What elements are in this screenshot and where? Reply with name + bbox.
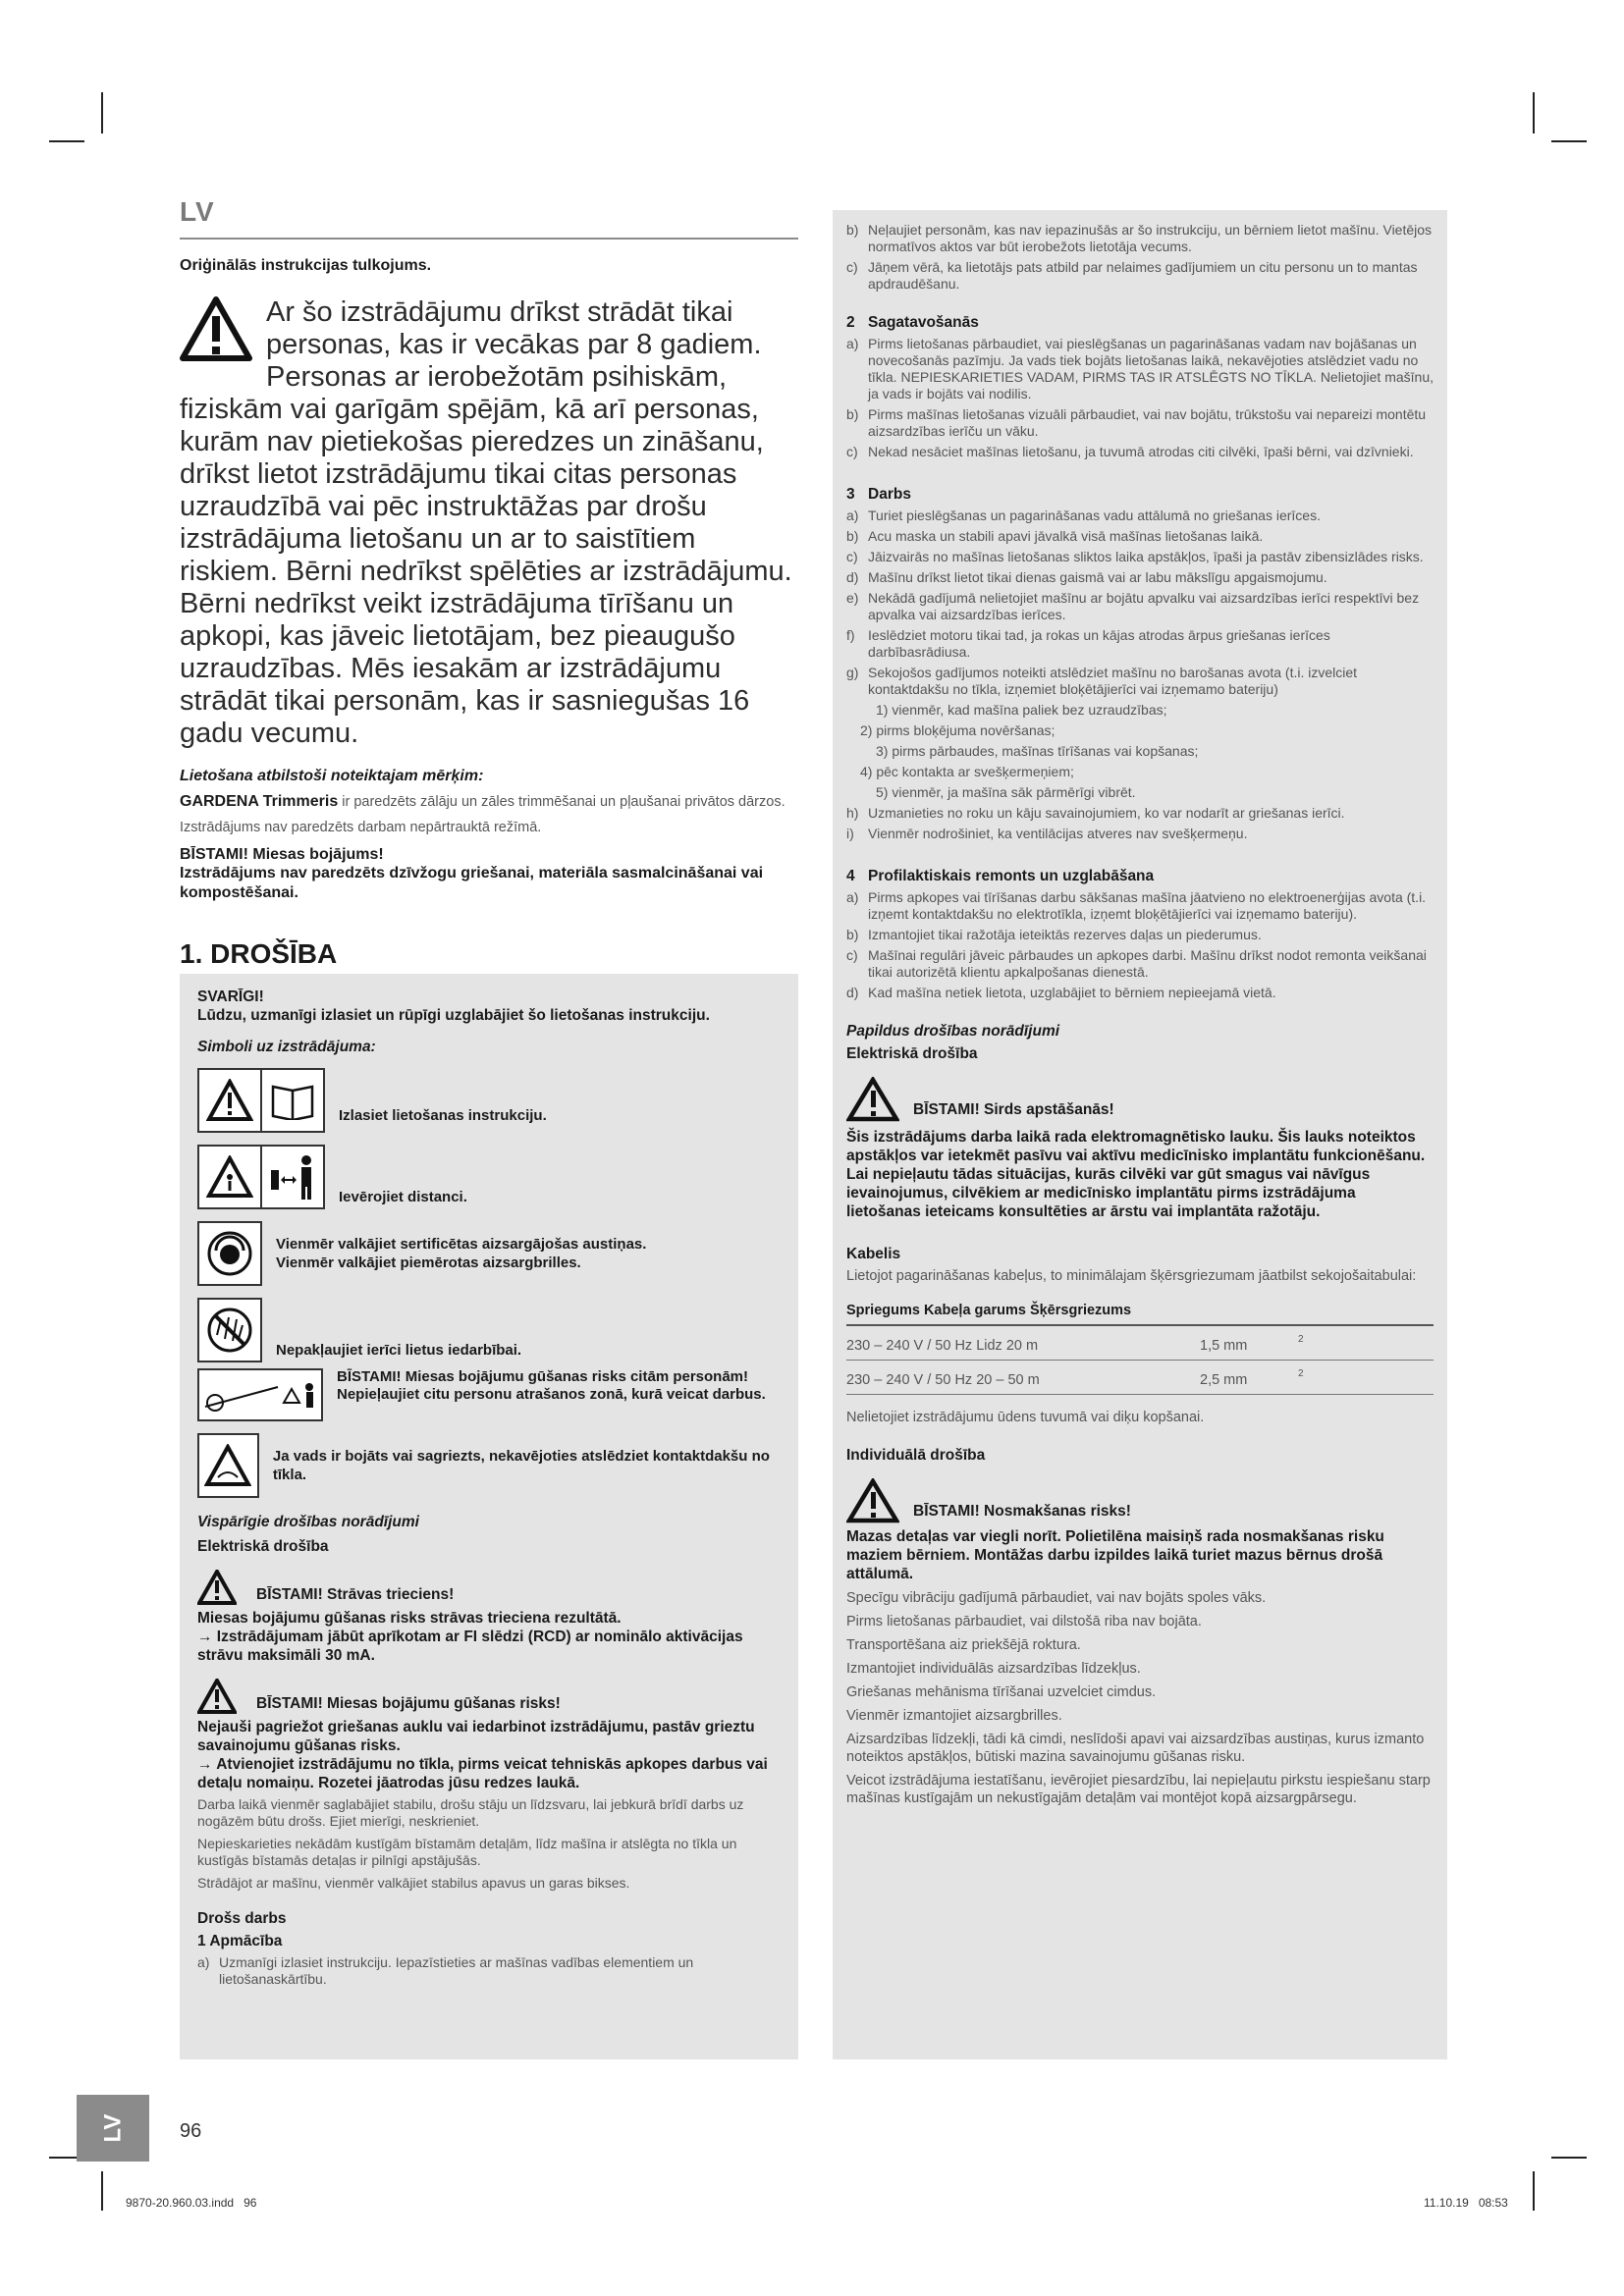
danger-heart-text: Šis izstrādājums darba laikā rada elektromagnētisko lauku. Šis lauks noteiktos apstākļos var ietekmēt pasīvu vai aktīvu medicīnisko implantātu funkcionēšanu. Lai nepieļautu tādas situācijas, kurās cilvēki var gūt smagus vai nāvīgus ievainojumus, cilvēkiem ar medicīnisko implantātu pirms izstrādājuma lietošanas ieteicams konsultēties ar ārstu vai implantāta ražotāju.	[846, 1129, 1426, 1220]
symbol-text: Ja vads ir bojāts vai sagriezts, nekavējoties atslēdziet kontaktdakšu no tīkla.	[272, 1448, 770, 1483]
section-preparation: 2 Sagatavošanās	[846, 314, 979, 331]
sub-item: 4) pēc kontakta ar svešķermeņiem;	[860, 764, 1074, 779]
warning-triangle-icon	[197, 1570, 237, 1605]
intended-use-p1	[180, 793, 798, 811]
warning-icon	[197, 1068, 262, 1133]
danger-injury-arrow: → Atvienojiet izstrādājumu no tīkla, pirms veicat tehniskās apkopes darbus vai detaļu nomaiņu. Rozetei jāatrodas jūsu redzes laukā.	[197, 1756, 768, 1791]
table-header: Spriegums Kabeļa garums Šķērsgriezums	[846, 1297, 1434, 1325]
symbol-row-ear	[197, 1221, 781, 1286]
danger-injury-text: Nejauši pagriežot griešanas auklu vai iedarbinot izstrādājumu, pastāv grieztu savainojumu gūšanas risks.	[197, 1719, 755, 1754]
list-item: a) Uzmanīgi izlasiet instrukciju. Iepazīstieties ar mašīnas vadības elementiem un lietošanaskārtību.	[197, 1954, 694, 1987]
danger-choke-row	[846, 1478, 1434, 1523]
danger-choke: BĪSTAMI! Nosmakšanas risks!	[913, 1502, 1131, 1520]
danger-electric-arrow: → Izstrādājumam jābūt aprīkotam ar FI slēdzi (RCD) ar nominālo aktivācijas strāvu maksimāli 30 mA.	[197, 1629, 743, 1664]
danger-electric-text: Miesas bojājumu gūšanas risks strāvas trieciena rezultātā.	[197, 1610, 622, 1627]
section-maintenance: 4 Profilaktiskais remonts un uzglabāšana	[846, 868, 1155, 884]
danger-injury: BĪSTAMI! Miesas bojājumu gūšanas risks!	[256, 1694, 561, 1712]
warning-triangle-icon	[197, 1679, 237, 1714]
important-text: Lūdzu, uzmanīgi izlasiet un rūpīgi uzglabājiet šo lietošanas instrukciju.	[197, 1007, 710, 1024]
danger-heart-row	[846, 1077, 1434, 1122]
list-item: a) Turiet pieslēgšanas un pagarināšanas vadu attālumā no griešanas ierīces.	[846, 507, 1321, 523]
list-item: b) Neļaujiet personām, kas nav iepazinušās ar šo instrukciju, un bērniem lietot mašīnu. Vietējos normatīvos aktos var būt ierobežots lietotāja vecums.	[846, 222, 1433, 254]
intro-warning-text: Ar šo izstrādājumu drīkst strādāt tikai personas, kas ir vecākas par 8 gadiem. Personas ar ierobežotām psihiskām, fiziskām vai garīgām spējām, kā arī personas, kurām nav pietiekošas pieredzes un zināšanu, drīkst lietot izstrādājumu tikai citas personas uzraudzībā vai pēc instruktāžas par drošu izstrādājuma lietošanu un ar to saistītiem riskiem. Bērni nedrīkst spēlēties ar izstrādājumu. Bērni nedrīkst veikt izstrādājuma tīrīšanu un apkopi, kas jāveic lietotājam, bez pieaugušo uzraudzības. Mēs iesakām ar izstrādājumu strādāt tikai personām, kas ir sasniegušas 16 gadu vecumu.	[180, 296, 792, 749]
cable-table	[846, 1297, 1434, 1395]
personal-item: Pirms lietošanas pārbaudiet, vai dilstošā riba nav bojāta.	[846, 1614, 1202, 1629]
personal-item: Aizsardzības līdzekļi, tādi kā cimdi, neslīdoši apavi vai aizsardzības austiņas, kurus izmanto noteiktos apstākļos, būtiski mazina savainojumu gūšanas risku.	[846, 1732, 1425, 1765]
list-item: a) Pirms lietošanas pārbaudiet, vai pieslēgšanas un pagarināšanas vadam nav bojāšanas un novecošanās pazīmju. Ja vads tiek bojāts lietošanas laikā, nekavējoties atslēdziet vadu no tīkla. NEPIESKARIETIES VADAM, PIRMS TAS IR ATSLĒGTS NO TĪKLA. Nelietojiet mašīnu, ja vads ir bojāts vai nodilis.	[846, 336, 1434, 401]
intended-use-danger: BĪSTAMI! Miesas bojājums!	[180, 846, 384, 863]
symbol-text: Vienmēr valkājiet piemērotas aizsargbrilles.	[276, 1255, 581, 1271]
safety-paragraph: Strādājot ar mašīnu, vienmēr valkājiet stabilus apavus un garas bikses.	[197, 1875, 630, 1891]
list-item: b) Izmantojiet tikai ražotāja ieteiktās rezerves daļas un piederumus.	[846, 927, 1262, 942]
symbol-text: BĪSTAMI! Miesas bojājumu gūšanas risks citām personām! Nepieļaujiet citu personu atrašanos zonā, kurā veicat darbus.	[337, 1368, 766, 1403]
print-datetime: 11.10.19 08:53	[1424, 2196, 1508, 2210]
crop-mark	[1551, 2157, 1587, 2159]
language-header: LV	[180, 196, 215, 227]
intended-use-heading: Lietošana atbilstoši noteiktajam mērķim:	[180, 768, 484, 784]
page-number: 96	[180, 2120, 202, 2142]
distance-icon	[262, 1145, 325, 1209]
list-item: c) Jāizvairās no mašīnas lietošanas sliktos laika apstākļos, īpaši ja pastāv zibensizlādes risks.	[846, 549, 1424, 564]
symbol-text: Nepakļaujiet ierīci lietus iedarbībai.	[276, 1341, 522, 1359]
header-rule	[180, 238, 798, 240]
symbol-row-persons	[197, 1368, 781, 1421]
cable-text: Lietojot pagarināšanas kabeļus, to minimālajam šķērsgriezumam jāatbilst sekojošaitabulai:	[846, 1268, 1417, 1284]
danger-injury-row	[197, 1679, 781, 1714]
symbol-row-manual	[197, 1068, 781, 1133]
section-title-safety: 1. DROŠĪBA	[180, 938, 338, 969]
safety-paragraph: Nepieskarieties nekādām kustīgām bīstamām detaļām, līdz mašīna ir atslēgta no tīkla un kustīgās bīstamās detaļas ir pilnīgi apstājušās.	[197, 1836, 737, 1868]
table-row: 230 – 240 V / 50 Hz 20 – 50 m 2,5 mm 2	[846, 1361, 1434, 1395]
water-note: Nelietojiet izstrādājumu ūdens tuvumā vai diķu kopšanai.	[846, 1410, 1205, 1425]
table-row: 230 – 240 V / 50 Hz Lidz 20 m 1,5 mm 2	[846, 1325, 1434, 1361]
warning-triangle-icon	[180, 296, 252, 369]
electric-safety-label: Elektriskā drošība	[197, 1538, 329, 1555]
translation-subtitle: Oriģinālās instrukcijas tulkojums.	[180, 257, 432, 274]
symbol-row-rain	[197, 1298, 781, 1362]
symbols-heading: Simboli uz izstrādājuma:	[197, 1039, 376, 1055]
keep-away-icon	[197, 1368, 323, 1421]
intro-warning	[180, 296, 798, 750]
brand-name: GARDENA Trimmeris	[180, 793, 339, 810]
list-item: d) Mašīnu drīkst lietot tikai dienas gaismā vai ar labu mākslīgu apgaismojumu.	[846, 569, 1327, 585]
intended-use-p2: Izstrādājums nav paredzēts darbam nepārtrauktā režīmā.	[180, 820, 542, 835]
intended-use-text: ir paredzēts zālāju un zāles trimmēšanai un pļaušanai privātos dārzos.	[338, 794, 785, 810]
danger-heart: BĪSTAMI! Sirds apstāšanās!	[913, 1100, 1114, 1118]
personal-safety-heading: Individuālā drošība	[846, 1447, 986, 1464]
symbol-row-cable	[197, 1433, 781, 1498]
language-tab: LV	[77, 2095, 149, 2162]
crop-mark	[1551, 140, 1587, 142]
cable-warning-icon	[197, 1433, 259, 1498]
personal-item: Vienmēr izmantojiet aizsargbrilles.	[846, 1708, 1062, 1724]
personal-item: Izmantojiet individuālās aizsardzības līdzekļus.	[846, 1661, 1141, 1677]
list-item: g) Sekojošos gadījumos noteikti atslēdziet mašīnu no barošanas avota (t.i. izvelciet kontaktdakšu no tīkla, izņemiet bloķētājierīci vai izņemamo bateriju)	[846, 665, 1358, 697]
personal-item: Specīgu vibrāciju gadījumā pārbaudiet, vai nav bojāts spoles vāks.	[846, 1590, 1267, 1606]
sub-item: 5) vienmēr, ja mašīna sāk pārmērīgi vibrēt.	[876, 784, 1136, 800]
electric-safety-label: Elektriskā drošība	[846, 1045, 978, 1062]
safe-work-heading: Drošs darbs	[197, 1910, 287, 1927]
crop-mark	[101, 2171, 103, 2211]
danger-choke-text: Mazas detaļas var viegli norīt. Polietilēna maisiņš rada nosmakšanas risku maziem bērniem. Montāžas darbu izpildes laikā turiet mazus bērnus drošā attālumā.	[846, 1528, 1384, 1582]
sub-item: 1) vienmēr, kad mašīna paliek bez uzraudzības;	[876, 702, 1167, 718]
important-label: SVARĪGI!	[197, 988, 264, 1005]
symbol-row-distance	[197, 1145, 781, 1209]
symbol-text: Ievērojiet distanci.	[339, 1188, 467, 1205]
safety-paragraph: Darba laikā vienmēr saglabājiet stabilu, drošu stāju un līdzsvaru, lai jebkurā brīdī darbs uz nogāzēm būtu drošs. Ejiet mierīgi, neskrieniet.	[197, 1796, 744, 1829]
list-item: h) Uzmanieties no roku un kāju savainojumiem, ko var nodarīt ar griešanas ierīci.	[846, 805, 1345, 821]
list-item: b) Pirms mašīnas lietošanas vizuāli pārbaudiet, vai nav bojātu, trūkstošu vai nepareizi montētu aizsardzības ierīču un vāku.	[846, 406, 1427, 439]
list-item: c) Nekad nesāciet mašīnas lietošanu, ja tuvumā atrodas citi cilvēki, īpaši bērni, vai dzīvnieki.	[846, 444, 1414, 459]
personal-item: Veicot izstrādājuma iestatīšanu, ievērojiet piesardzību, lai nepieļautu pirkstu iespiešanu starp mašīnas kustīgajām un nekustīgajām detaļām vai montējot kopā aizsargpārsegu.	[846, 1773, 1431, 1806]
warning-people-icon	[197, 1145, 262, 1209]
symbol-text: Vienmēr valkājiet sertificētas aizsargājošas austiņas.	[276, 1236, 647, 1253]
file-info: 9870-20.960.03.indd 96	[126, 2196, 257, 2210]
ear-protection-icon	[197, 1221, 262, 1286]
sub-item: 3) pirms pārbaudes, mašīnas tīrīšanas vai kopšanas;	[876, 743, 1199, 759]
warning-triangle-icon	[846, 1478, 899, 1523]
crop-mark	[101, 92, 103, 133]
list-item: e) Nekādā gadījumā nelietojiet mašīnu ar bojātu apvalku vai aizsardzības ierīci respektīvi bez apvalka vai aizsardzības ierīces.	[846, 590, 1420, 622]
symbol-text: Izlasiet lietošanas instrukciju.	[339, 1106, 547, 1124]
crop-mark	[49, 140, 84, 142]
cable-heading: Kabelis	[846, 1246, 901, 1262]
additional-safety-heading: Papildus drošības norādījumi	[846, 1023, 1060, 1040]
list-item: i) Vienmēr nodrošiniet, ka ventilācijas atveres nav svešķermeņu.	[846, 826, 1248, 841]
list-item: c) Jāņem vērā, ka lietotājs pats atbild par nelaimes gadījumiem un citu personu un to mantas apdraudēšanu.	[846, 259, 1418, 292]
section-work: 3 Darbs	[846, 486, 911, 503]
right-column	[833, 210, 1447, 2059]
safety-box	[180, 974, 798, 2059]
personal-item: Transportēšana aiz priekšējā roktura.	[846, 1637, 1081, 1653]
list-item: c) Mašīnai regulāri jāveic pārbaudes un apkopes darbi. Mašīnu drīkst nodot remonta veikšanai tikai autorizētā klientu apkalpošanas dienestā.	[846, 947, 1427, 980]
sub-item: 2) pirms bloķējuma novēršanas;	[860, 722, 1056, 738]
warning-triangle-icon	[846, 1077, 899, 1122]
training-heading: 1 Apmācība	[197, 1933, 283, 1949]
crop-mark	[1533, 92, 1535, 133]
book-icon	[262, 1068, 325, 1133]
danger-electric: BĪSTAMI! Strāvas trieciens!	[256, 1585, 455, 1603]
general-safety-heading: Vispārīgie drošības norādījumi	[197, 1514, 419, 1530]
list-item: d) Kad mašīna netiek lietota, uzglabājiet to bērniem nepieejamā vietā.	[846, 985, 1276, 1000]
left-column	[180, 196, 798, 982]
crop-mark	[1533, 2171, 1535, 2211]
danger-electric-row	[197, 1570, 781, 1605]
list-item: f) Ieslēdziet motoru tikai tad, ja rokas un kājas atrodas ārpus griešanas ierīces darbībasrādiusa.	[846, 627, 1330, 660]
personal-item: Griešanas mehānisma tīrīšanai uzvelciet cimdus.	[846, 1684, 1157, 1700]
intended-use-danger-text: Izstrādājums nav paredzēts dzīvžogu griešanai, materiāla sasmalcināšanai vai kompostēšanai.	[180, 865, 764, 901]
no-rain-icon	[197, 1298, 262, 1362]
list-item: b) Acu maska un stabili apavi jāvalkā visā mašīnas lietošanas laikā.	[846, 528, 1264, 544]
list-item: a) Pirms apkopes vai tīrīšanas darbu sākšanas mašīna jāatvieno no elektroenerģijas avota (t.i. izņemt kontaktdakšu no elektrotīkla, izņemt bloķētājierīci vai izņemamo bateriju).	[846, 889, 1427, 922]
